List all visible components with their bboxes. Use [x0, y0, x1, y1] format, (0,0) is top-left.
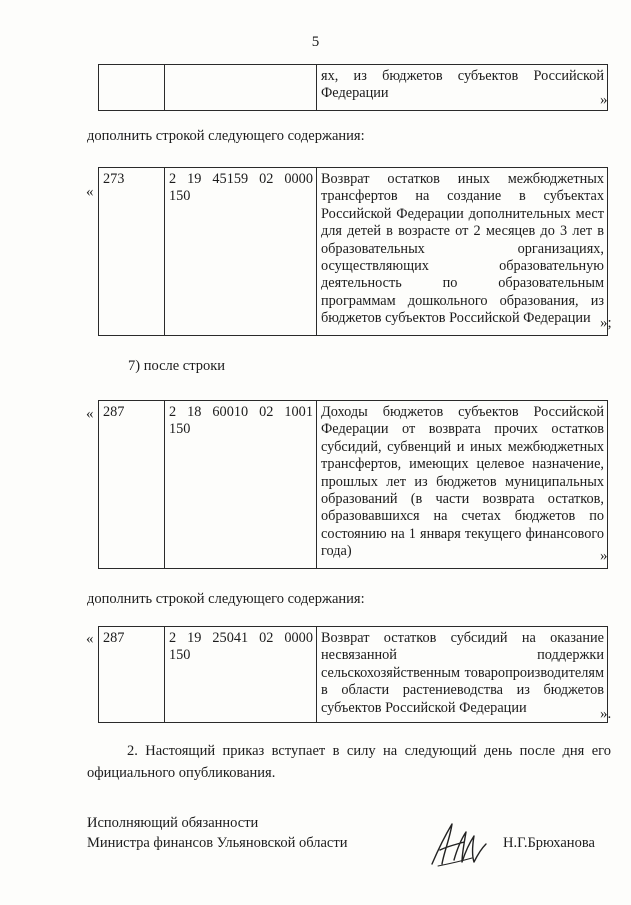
code-part: 60010	[212, 404, 249, 420]
instruction-text: дополнить строкой следующего содержания:	[87, 128, 365, 144]
signatory-title-line1: Исполняющий обязанности	[87, 815, 259, 831]
table-row-287-existing	[98, 400, 608, 569]
paragraph-effective-date: 2. Настоящий приказ вступает в силу на следующий день после дня его официального опубликования.	[87, 743, 611, 781]
code-part: 19	[187, 630, 202, 646]
row-description: Доходы бюджетов субъектов Российской Федерации от возврата прочих остатков субсидий, субвенций и иных межбюджетных трансфертов, имеющих целевое назначение, прошлых лет из бюджетов муниципальных образований (в части возврата остатков, образовавшихся на счетах бюджетов по состоянию на 1 января текущего финансового года)	[317, 401, 608, 569]
code-part: 0000	[284, 171, 313, 187]
closing-quote: »	[600, 548, 608, 564]
code-part: 02	[259, 404, 274, 420]
instruction-text: дополнить строкой следующего содержания:	[87, 591, 365, 607]
closing-quote: »;	[600, 315, 612, 331]
code-part: 02	[259, 171, 274, 187]
table-continuation	[98, 64, 608, 111]
code-part: 45159	[212, 171, 249, 187]
code-part: 2	[169, 404, 177, 420]
code-part: 2	[169, 630, 177, 646]
closing-quote: »	[600, 92, 608, 108]
opening-quote: «	[86, 184, 94, 200]
signatory-name: Н.Г.Брюханова	[503, 835, 595, 851]
code-part: 150	[169, 188, 191, 205]
code-part: 02	[259, 630, 274, 646]
page-number: 5	[311, 34, 320, 50]
budget-code	[165, 401, 317, 569]
code-part: 150	[169, 421, 191, 438]
row-number: 287	[99, 627, 165, 723]
code-part: 1001	[284, 404, 313, 420]
closing-quote: ».	[600, 706, 612, 722]
opening-quote: «	[86, 406, 94, 422]
code-part: 0000	[284, 630, 313, 646]
row-number: 273	[99, 168, 165, 336]
budget-code	[165, 627, 317, 723]
signatory-title-line2: Министра финансов Ульяновской области	[87, 835, 348, 851]
table-row-287-new	[98, 626, 608, 723]
table-cell-text: ях, из бюджетов субъектов Российской Федерации	[317, 65, 608, 111]
code-part: 150	[169, 647, 191, 664]
code-part: 25041	[212, 630, 249, 646]
row-description: Возврат остатков иных межбюджетных трансфертов на создание в субъектах Российской Федерации дополнительных мест для детей в возрасте от 2 месяцев до 3 лет в образовательных организациях, осуществляющих образовательную деятельность по образовательным программам дошкольного образования, из бюджетов субъектов Российской Федерации	[317, 168, 608, 336]
row-number: 287	[99, 401, 165, 569]
section-heading: 7) после строки	[128, 358, 226, 374]
row-description: Возврат остатков субсидий на оказание несвязанной поддержки сельскохозяйственным товаропроизводителям в области растениеводства из бюджетов субъектов Российской Федерации	[317, 627, 608, 723]
table-row-273	[98, 167, 608, 336]
opening-quote: «	[86, 631, 94, 647]
code-part: 2	[169, 171, 177, 187]
cell-empty	[99, 65, 165, 111]
budget-code	[165, 168, 317, 336]
cell-empty	[165, 65, 317, 111]
code-part: 19	[187, 171, 202, 187]
handwritten-signature	[428, 820, 488, 870]
code-part: 18	[187, 404, 202, 420]
